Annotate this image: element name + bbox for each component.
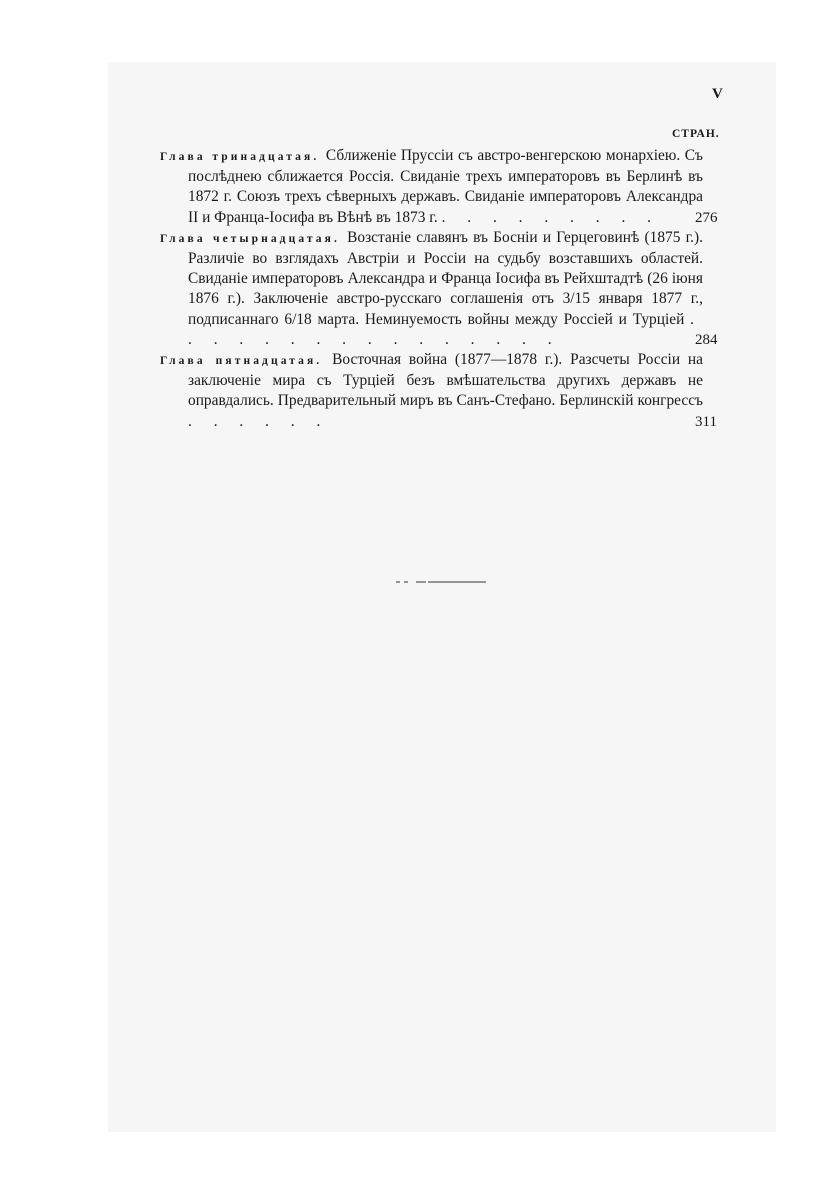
page-number: V — [712, 86, 724, 102]
chapter-heading: Глава пятнадцатая. — [160, 355, 323, 368]
dot-leader: . . . . . . . . . . . . . . . . — [188, 310, 703, 348]
toc-entry-chapter-14 — [160, 228, 718, 350]
section-end-rule — [396, 578, 486, 586]
chapter-heading: Глава четырнадцатая. — [160, 232, 340, 245]
chapter-summary: Сближеніе Пруссіи съ австро-венгерскою монархіею. Съ послѣднею сближается Россія. Свиданіе трехъ императоровъ въ Берлинѣ въ 1872 г. Союзъ трехъ сѣверныхъ державъ. Свиданіе императоровъ Александра II и Франца-Іосифа въ Вѣнѣ въ 1873 г. — [188, 147, 703, 226]
chapter-summary: Восточная война (1877—1878 г.). Разсчеты Россіи на заключеніе мира съ Турціей безъ вмѣшательства другихъ державъ не оправдались. Предварительный миръ въ Санъ-Стефано. Берлинскій конгрессъ — [188, 351, 703, 410]
page-reference: 276 — [695, 209, 718, 226]
toc-entry-chapter-15 — [160, 350, 717, 432]
dot-leader: . . . . . . — [188, 412, 330, 430]
dot-leader: . . . . . . . . . — [441, 208, 660, 226]
table-of-contents — [160, 146, 723, 432]
chapter-heading: Глава тринадцатая. — [160, 151, 320, 163]
page-reference: 311 — [695, 413, 717, 430]
page-column-header: СТРАН. — [672, 128, 720, 140]
chapter-summary: Возстаніе славянъ въ Босніи и Герцеговинѣ (1875 г.). Различіе во взглядахъ Австріи и Россіи на судьбу возставшихъ областей. Свиданіе императоровъ Александра и Франца Іосифа въ Рейхштадтѣ (26 іюня 1876 г.). Заключеніе австро-русскаго соглашенія отъ 3/15 января 1877 г., подписаннаго 6/18 марта. Неминуемость войны между Россіей и Турціей — [188, 228, 703, 328]
page-reference: 284 — [695, 331, 718, 348]
toc-entry-chapter-13 — [160, 146, 718, 228]
